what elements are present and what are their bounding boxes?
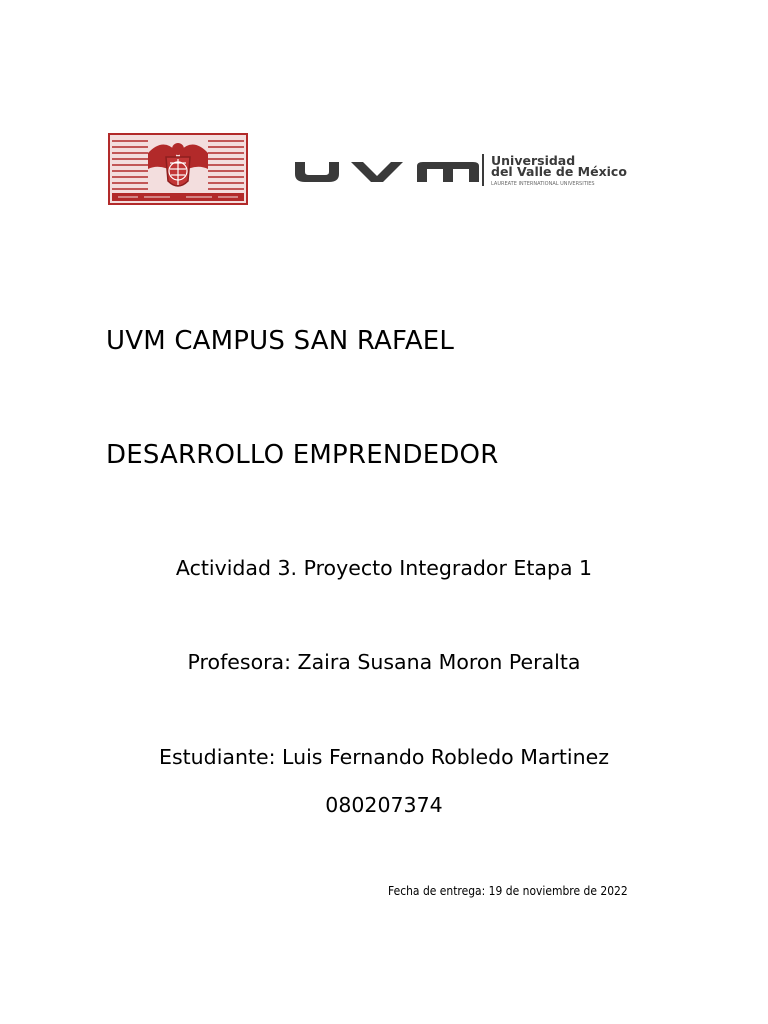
course-heading: DESARROLLO EMPRENDEDOR xyxy=(106,440,499,470)
institution-seal-logo xyxy=(108,133,248,205)
uvm-logo xyxy=(291,152,703,188)
delivery-date: Fecha de entrega: 19 de noviembre de 2022 xyxy=(388,883,628,898)
teacher-name: Profesora: Zaira Susana Moron Peralta xyxy=(187,650,581,674)
student-id: 080207374 xyxy=(325,793,443,817)
activity-title: Actividad 3. Proyecto Integrador Etapa 1 xyxy=(175,556,593,580)
campus-heading: UVM CAMPUS SAN RAFAEL xyxy=(106,326,455,356)
uvm-logo-line1: Universidad xyxy=(491,153,576,168)
uvm-logo-tagline: LAUREATE INTERNATIONAL UNIVERSITIES xyxy=(491,181,595,187)
student-name: Estudiante: Luis Fernando Robledo Martinez xyxy=(159,745,609,769)
uvm-logo-line2: del Valle de México xyxy=(491,164,627,179)
